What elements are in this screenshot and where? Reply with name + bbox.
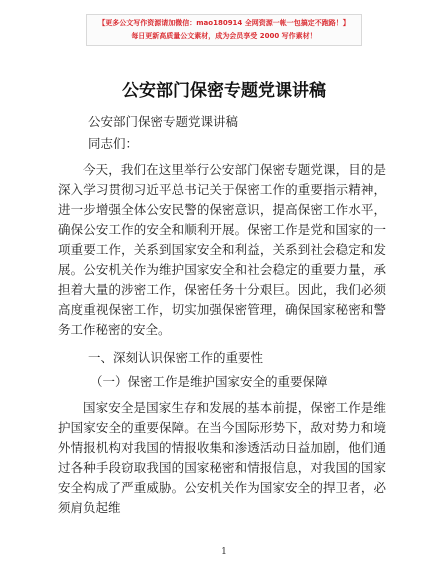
section-heading-1: 一、深刻认识保密工作的重要性	[88, 350, 264, 365]
greeting: 同志们：	[88, 136, 139, 151]
body-paragraph: 国家安全是国家生存和发展的基本前提，保密工作是维护国家安全的重要保障。在当今国际形势下，敌对势力和境外情报机构对我国的情报收集和渗透活动日益加剧，他们通过各种手段窃取我国的国家秘密和情报信息，对我国的国家安全构成了严重威胁。公安机关作为国家安全的捍卫者，必须肩负起维	[58, 400, 386, 515]
promo-banner-line-2: 每日更新高质量公文素材，成为会员享受 2000 写作素材！	[131, 32, 317, 40]
intro-paragraph: 今天，我们在这里举行公安部门保密专题党课，目的是深入学习贯彻习近平总书记关于保密工作的重要指示精神，进一步增强全体公安民警的保密意识，提高保密工作水平，确保公安工作的安全和顺利开展。保密工作是党和国家的一项重要工作，关系到国家安全和利益，关系到社会稳定和发展。公安机关作为维护国家安全和社会稳定的重要力量，承担着大量的涉密工作，保密任务十分艰巨。因此，我们必须高度重视保密工作，切实加强保密管理，确保国家秘密和警务工作秘密的安全。	[58, 162, 386, 337]
promo-banner	[86, 14, 362, 46]
section-heading-2: （一）保密工作是维护国家安全的重要保障	[90, 374, 328, 389]
page-number: 1	[221, 547, 227, 557]
document-subtitle: 公安部门保密专题党课讲稿	[88, 114, 239, 129]
document-title: 公安部门保密专题党课讲稿	[122, 81, 326, 101]
promo-banner-line-1: 【更多公文写作资源请加微信：mao180914 全网资源一帐一包搞定不跑路！】	[98, 19, 350, 27]
